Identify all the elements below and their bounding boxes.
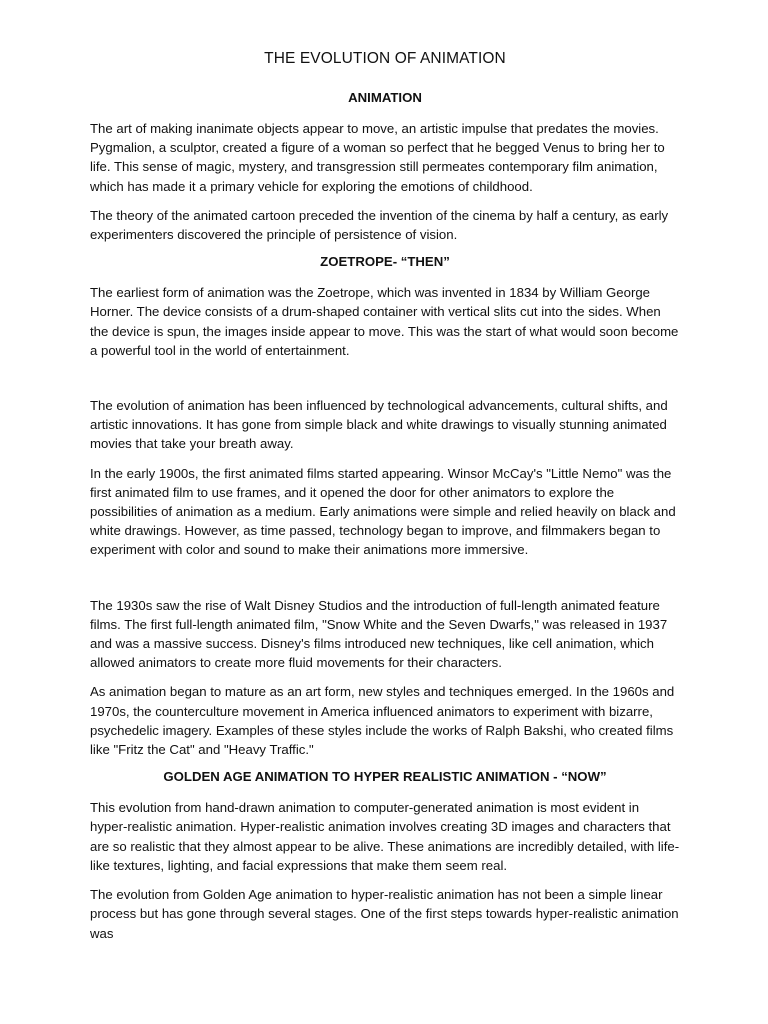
- paragraph: The evolution from Golden Age animation to hyper-realistic animation has not been a simple linear process but has gone through several stages. One of the first steps towards hyper-realistic animation was: [90, 887, 679, 941]
- paragraph: As animation began to mature as an art form, new styles and techniques emerged. In the 1960s and 1970s, the counterculture movement in America influenced animators to experiment with bizarre, psychedelic imagery. Examples of these styles include the works of Ralph Bakshi, who created films like "Fritz the Cat" and "Heavy Traffic.": [90, 684, 675, 758]
- paragraph: This evolution from hand-drawn animation to computer-generated animation is most evident in hyper-realistic animation. Hyper-realistic animation involves creating 3D images and characters that are so realistic that they almost appear to be alive. These animations are incredibly detailed, with life-like textures, lighting, and facial expressions that make them seem real.: [90, 800, 680, 873]
- section-heading-animation: ANIMATION: [348, 90, 422, 105]
- paragraph: The evolution of animation has been influenced by technological advancements, cultural shifts, and artistic innovations. It has gone from simple black and white drawings to visually stunning animated movies that take your breath away.: [90, 398, 668, 452]
- paragraph: The earliest form of animation was the Zoetrope, which was invented in 1834 by William George Horner. The device consists of a drum-shaped container with vertical slits cut into the sides. When the device is spun, the images inside appear to move. This was the start of what would soon become a powerful tool in the world of entertainment.: [90, 285, 679, 358]
- paragraph: The 1930s saw the rise of Walt Disney Studios and the introduction of full-length animated feature films. The first full-length animated film, "Snow White and the Seven Dwarfs," was released in 1937 and was a massive success. Disney's films introduced new techniques, like cell animation, which allowed animators to create more fluid movements for their characters.: [90, 597, 668, 671]
- paragraph: The theory of the animated cartoon preceded the invention of the cinema by half a century, as early experimenters discovered the principle of persistence of vision.: [90, 207, 669, 243]
- section-heading-zoetrope: ZOETROPE- “THEN”: [320, 254, 450, 270]
- paragraph-spacer: [90, 370, 680, 396]
- document-title: THE EVOLUTION OF ANIMATION: [264, 50, 506, 67]
- section-heading-golden-age: GOLDEN AGE ANIMATION TO HYPER REALISTIC ANIMATION - “NOW”: [163, 769, 607, 785]
- paragraph-spacer: [90, 570, 680, 596]
- paragraph: The art of making inanimate objects appear to move, an artistic impulse that predates the movies. Pygmalion, a sculptor, created a figure of a woman so perfect that he begged Venus to bring her to life. This sense of magic, mystery, and transgression still permeates contemporary film animation, which has made it a primary vehicle for exploring the emotions of childhood.: [90, 121, 665, 194]
- paragraph: In the early 1900s, the first animated films started appearing. Winsor McCay's "Little Nemo" was the first animated film to use frames, and it opened the door for other animators to explore the possibilities of animation as a medium. Early animations were simple and relied heavily on black and white drawings. However, as time passed, technology began to improve, and filmmakers began to experiment with color and sound to make their animations more immersive.: [90, 465, 676, 558]
